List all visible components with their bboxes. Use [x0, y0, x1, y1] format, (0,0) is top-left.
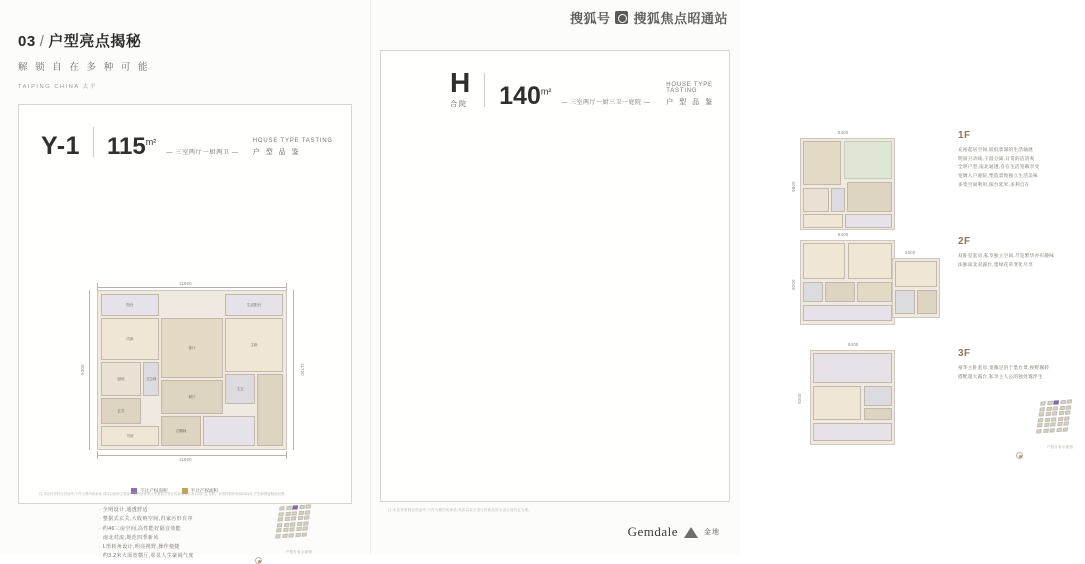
keyplan-cell [1064, 416, 1070, 420]
room-living-1f [803, 141, 841, 185]
keyplan-cell [299, 505, 305, 509]
keyplan-label-right: 户型分布示意图 [1046, 445, 1074, 449]
right-plan-badge-en: HOUSE TYPE TASTING [666, 82, 713, 95]
keyplan-cell [292, 511, 298, 515]
floorplan-2f [800, 240, 895, 325]
floor-text-2f: 双卧室套房,私享独立空间,尽览繁华亦有趣味 法独南北双露台,墨绿花草变化尽享 [958, 253, 1055, 267]
right-plan-area [499, 84, 551, 109]
room-corridor [257, 374, 283, 446]
keyplan-cell [1044, 417, 1050, 421]
keyplan-cell [298, 510, 304, 514]
room-roof-terrace-3f [813, 353, 892, 383]
keyplan-cell [1047, 401, 1053, 405]
left-page [0, 0, 370, 560]
plan-area-unit: m² [145, 137, 157, 147]
room-bed-2f-a [803, 243, 845, 279]
room-balcony-1f [845, 214, 892, 228]
keyplan-cell [1046, 406, 1052, 410]
floor-text-3f: 豪华主卧套房,宽敞足浴于墨台景,视野辗转 搭配超大露台,私享主人公的独处逸浮生 [958, 365, 1050, 379]
dim-bottom-tick-right [286, 451, 287, 459]
keyplan-cell [276, 528, 282, 532]
room-balcony-1: 阳台 [101, 294, 159, 316]
room-bed-2: 次卧 [101, 318, 159, 360]
keyplan-cell [302, 532, 308, 536]
right-plan-badge [666, 82, 740, 109]
dim-right-line [293, 290, 294, 450]
keyplan-cell [304, 515, 310, 519]
keyplan-cell [295, 532, 301, 536]
page-gutter [370, 0, 371, 554]
plan-area [107, 135, 156, 159]
keyplan-cell [303, 521, 309, 525]
keyplan-grid-right [1035, 399, 1085, 444]
room-balcony-3 [203, 416, 255, 446]
note-item: · 约3.2米大面宽横厅,彰显人生豪阔气度 [99, 552, 259, 561]
keyplan-cell [277, 523, 283, 527]
room-kitchen: 厨房 [101, 362, 141, 396]
keyplan-cell [1065, 410, 1071, 414]
plan-area-value: 115 [107, 133, 146, 160]
left-plan-title [41, 127, 333, 159]
note-item: · 全明设计,通透舒适 [99, 506, 259, 515]
keyplan-cell [1063, 427, 1069, 431]
plan-desc: — 三室两厅一厨两卫 — [166, 149, 239, 156]
dim-f3-width: 8400 [848, 342, 859, 347]
note-item: · 南北对流,规范四季新风 [99, 534, 259, 543]
dim-left-line [89, 290, 90, 450]
dim-f1-width: 8400 [838, 130, 849, 135]
right-plan-title [450, 67, 740, 111]
room-aux-hall [917, 290, 937, 314]
dim-bottom-line [97, 455, 287, 456]
dim-aux-width: 3600 [905, 250, 916, 255]
brand-logo [628, 524, 720, 540]
note-item: · 整据式玄关,大收纳空间,归家污形有序 [99, 515, 259, 524]
keyplan-cell [1056, 427, 1062, 431]
legend-label-1: 半计产权面积 [190, 488, 219, 493]
keyplan-cell [278, 512, 284, 516]
room-wardrobe: 衣帽间 [161, 416, 201, 446]
keyplan-cell [297, 516, 303, 520]
room-courtyard-1f [844, 141, 892, 179]
keyplan-cell [1052, 411, 1058, 415]
feature-notes [59, 506, 259, 562]
keyplan-cell [1058, 416, 1064, 420]
room-foyer: 玄关 [101, 398, 141, 424]
plan-name: Y-1 [41, 132, 81, 160]
left-plan-card [18, 104, 352, 560]
keyplan-cell [302, 526, 308, 530]
brand-name: Gemdale [627, 524, 678, 539]
keyplan-label: 户型分布示意图 [285, 550, 313, 554]
keyplan-cell [1051, 417, 1057, 421]
sohu-logo-icon [615, 11, 628, 24]
watermark-label: 搜狐号 [569, 11, 611, 26]
legend-label-0: 不计产权面积 [140, 488, 168, 493]
room-master-bed: 主卧 [225, 318, 283, 372]
dim-right-label: 11700 [299, 363, 305, 376]
section-slash: / [39, 33, 45, 50]
keyplan-cell [284, 517, 290, 521]
room-kitchen-1f [803, 188, 829, 212]
keyplan-cell [297, 521, 303, 525]
keyplan-cell [291, 516, 297, 520]
keyplan-cell [1053, 406, 1059, 410]
keyplan-cell [283, 528, 289, 532]
keyplan-cell [283, 522, 289, 526]
plan-badge-cn: 户 型 品 鉴 [252, 149, 301, 156]
keyplan-cell [1060, 400, 1066, 404]
keyplan-right [1038, 400, 1082, 449]
keyplan-cell-highlight [292, 505, 298, 509]
floorplan-aux [892, 258, 940, 318]
room-hall-3f [864, 408, 892, 420]
right-page [370, 0, 1074, 554]
keyplan-cell [1049, 428, 1055, 432]
section-brand-en: TAIPING CHINA 太平 [18, 84, 97, 90]
keyplan-cell [1044, 423, 1050, 427]
room-balcony-2: 生活阳台 [225, 294, 283, 316]
left-disclaimer: 注:本宣传资料仅供参考,不作为要约或承诺,具体以政府主管部门最终批准的文件及双方签订的商品房买卖合同约定为准。本资料制作时间2021年,开发商保留修改权利。 [39, 491, 288, 496]
keyplan-cell [1039, 412, 1045, 416]
dim-top-label: 11600 [179, 281, 192, 286]
keyplan-cell [1050, 422, 1056, 426]
keyplan-cell [296, 527, 302, 531]
title-divider [93, 127, 94, 157]
note-item: · L形转角设计,明亮视野,操作便捷 [99, 543, 259, 552]
right-footnote: 注:本宣传资料仅供参考,不作为要约或承诺,具体以双方签订的商品房买卖合同约定为准。 [388, 508, 532, 512]
dim-left-label: 9300 [79, 364, 85, 375]
keyplan-cell [305, 510, 311, 514]
room-balcony-3f [813, 423, 892, 441]
right-title-divider [484, 73, 485, 107]
floorplan-3f [810, 350, 895, 445]
dim-f2-height: 8200 [790, 279, 796, 290]
room-family-2f [857, 282, 892, 302]
right-plan-badge-cn: 户 型 品 鉴 [666, 99, 715, 107]
room-bed-1f [803, 214, 843, 228]
dim-top-line [97, 287, 287, 288]
floor-text-1f: 充裕起居空间,较低景深的生活轴展 明厨卫动线,干湿分离,日常的洁清爽 全明户型,南北通透,自在生活宽敞享受 宽阔入户庭院,塑造景致独立生活美味 多变空间利用,阳台延米,多利自在 [958, 147, 1040, 187]
keyplan-cell [1039, 407, 1045, 411]
section-number: 03 [18, 33, 36, 50]
right-plan-desc: — 三室两厅一厨三卫一庭院 — [561, 100, 651, 107]
right-plan-area-value: 140 [499, 82, 541, 111]
keyplan-cell [282, 533, 288, 537]
keyplan-cell [305, 504, 311, 508]
section-title: 户型亮点揭秘 [48, 33, 142, 50]
room-bath-1f [831, 188, 845, 212]
brand-mark-icon [684, 527, 698, 538]
keyplan-cell [1057, 422, 1063, 426]
dim-bottom-tick-left [97, 451, 98, 459]
plan-badge-en: HOUSE TYPE TASTING [252, 138, 333, 144]
keyplan-cell [1063, 421, 1069, 425]
right-plan-name-sub: 合院 [450, 101, 468, 109]
dim-bottom-label: 11600 [179, 457, 192, 462]
watermark [570, 8, 728, 27]
watermark-sublabel: 搜狐焦点昭通站 [633, 11, 728, 26]
keyplan-cell [1036, 429, 1042, 433]
right-plan-card [380, 50, 730, 502]
keyplan-cell-highlight [1053, 400, 1059, 404]
room-dining-1f [847, 182, 892, 212]
plan-badge [253, 138, 333, 159]
room-master-3f [813, 386, 861, 420]
keyplan-cell [285, 511, 291, 515]
keyplan-cell [278, 517, 284, 521]
keyplan-cell [1066, 405, 1072, 409]
keyplan-cell [1040, 401, 1046, 405]
floor-tag-2f: 2F [958, 236, 971, 247]
room-bath-1: 卫生间 [143, 362, 159, 396]
room-master-bath: 主卫 [225, 374, 255, 404]
right-plan-name-block [450, 67, 471, 109]
keyplan-cell [286, 506, 292, 510]
note-item: · 约46三房空间,高性能好隔音效能 [99, 525, 259, 534]
floorplan-1f [800, 138, 895, 230]
keyplan-grid [274, 504, 325, 549]
keyplan-cell [1037, 423, 1043, 427]
keyplan-left [277, 505, 321, 554]
room-living: 客厅 [161, 318, 223, 378]
keyplan-cell [289, 527, 295, 531]
brand-name-cn: 金地 [704, 529, 720, 536]
keyplan-cell [1045, 412, 1051, 416]
keyplan-cell [1043, 428, 1049, 432]
keyplan-cell [288, 533, 294, 537]
room-hall-2f [825, 282, 855, 302]
section-subtitle: 解 锁 自 在 多 种 可 能 [18, 62, 150, 73]
keyplan-cell [275, 534, 281, 538]
floorplan-y1 [97, 290, 287, 450]
keyplan-cell [279, 506, 285, 510]
floor-tag-3f: 3F [958, 348, 971, 359]
room-aux-bed [895, 261, 937, 287]
right-plan-area-unit: m² [540, 86, 552, 97]
room-bath-2f [803, 282, 823, 302]
keyplan-cell [1059, 405, 1065, 409]
keyplan-cell [1058, 411, 1064, 415]
keyplan-cell [1066, 399, 1072, 403]
room-aux-bath [895, 290, 915, 314]
left-page-header [18, 30, 150, 90]
room-study: 书房 [101, 426, 159, 446]
dim-f2-width: 8400 [838, 232, 849, 237]
dim-f1-height: 9800 [790, 181, 796, 192]
floor-tag-1f: 1F [958, 130, 971, 141]
room-master-bath-3f [864, 386, 892, 406]
room-balcony-2f [803, 305, 892, 321]
room-dining: 餐厅 [161, 380, 223, 414]
room-bed-2f-b [848, 243, 892, 279]
dim-f3-height: 9200 [796, 393, 802, 404]
keyplan-cell [1038, 418, 1044, 422]
section-heading [18, 30, 150, 51]
right-plan-name: H [450, 67, 471, 98]
keyplan-cell [290, 522, 296, 526]
compass-icon-right [1016, 452, 1023, 459]
compass-icon [255, 557, 262, 564]
